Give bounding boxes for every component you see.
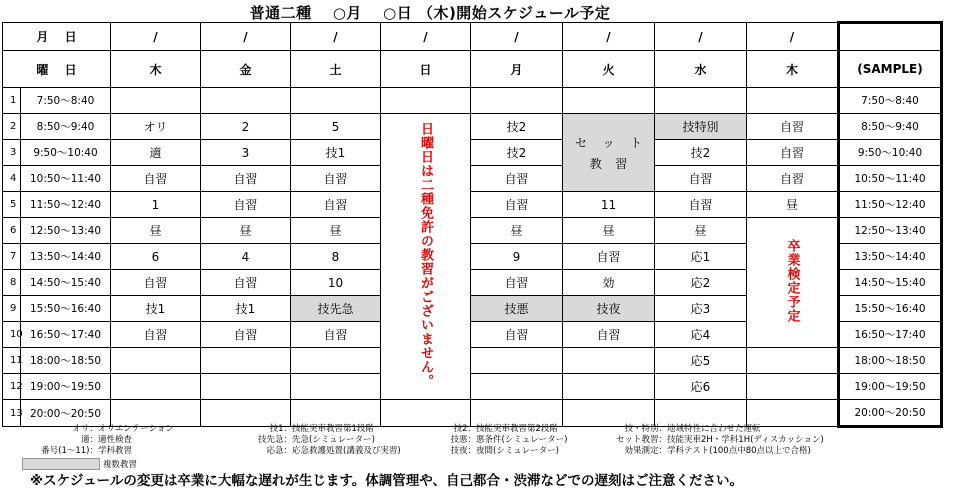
table-row bbox=[3, 166, 942, 192]
sample-time: 8:50～9:40 bbox=[839, 114, 942, 140]
schedule-cell[interactable]: 自習 bbox=[111, 322, 201, 348]
schedule-cell[interactable]: 自習 bbox=[291, 192, 381, 218]
schedule-cell[interactable]: 技1 bbox=[111, 296, 201, 322]
weekday-cell: 金 bbox=[201, 51, 291, 88]
schedule-cell[interactable]: 応4 bbox=[655, 322, 747, 348]
date-cell[interactable]: / bbox=[747, 23, 839, 51]
sample-time: 19:00～19:50 bbox=[839, 374, 942, 400]
schedule-cell[interactable]: 5 bbox=[291, 114, 381, 140]
period-number: 4 bbox=[3, 166, 21, 192]
legend-item: セット教習：技能実車2H・学科1H(ディスカッション) bbox=[615, 435, 824, 445]
period-time: 10:50～11:40 bbox=[21, 166, 111, 192]
schedule-cell[interactable] bbox=[471, 374, 563, 400]
weekday-cell: 月 bbox=[471, 51, 563, 88]
legend-item: 技・特別：地域特性に合わせた運転 bbox=[624, 424, 761, 434]
legend-item: 技1：技能実車教習第1段階 bbox=[269, 424, 374, 434]
period-time: 8:50～9:40 bbox=[21, 114, 111, 140]
table-row bbox=[3, 374, 942, 400]
schedule-cell[interactable]: 技悪 bbox=[471, 296, 563, 322]
sample-time: 12:50～13:40 bbox=[839, 218, 942, 244]
sample-time: 20:00～20:50 bbox=[839, 400, 942, 427]
weekday-cell: 木 bbox=[747, 51, 839, 88]
schedule-cell[interactable] bbox=[563, 88, 655, 114]
schedule-cell[interactable]: 自習 bbox=[201, 270, 291, 296]
schedule-cell[interactable]: 自習 bbox=[471, 166, 563, 192]
schedule-cell[interactable]: 昼 bbox=[201, 218, 291, 244]
schedule-cell[interactable]: 自習 bbox=[201, 166, 291, 192]
schedule-cell[interactable]: 適 bbox=[111, 140, 201, 166]
schedule-cell[interactable]: 1 bbox=[111, 192, 201, 218]
date-row bbox=[3, 23, 942, 51]
schedule-cell[interactable]: 応3 bbox=[655, 296, 747, 322]
weekday-cell: 火 bbox=[563, 51, 655, 88]
period-number: 3 bbox=[3, 140, 21, 166]
schedule-cell[interactable]: 3 bbox=[201, 140, 291, 166]
schedule-cell[interactable] bbox=[563, 348, 655, 374]
schedule-cell[interactable] bbox=[747, 374, 839, 400]
set-lesson-block[interactable]: セ ッ ト 教 習 bbox=[563, 114, 655, 192]
schedule-cell[interactable]: 8 bbox=[291, 244, 381, 270]
table-row bbox=[3, 88, 942, 114]
schedule-cell[interactable]: 2 bbox=[201, 114, 291, 140]
table-row bbox=[3, 114, 942, 140]
weekday-cell: 土 bbox=[291, 51, 381, 88]
table-row bbox=[3, 348, 942, 374]
schedule-cell[interactable]: 11 bbox=[563, 192, 655, 218]
schedule-cell[interactable]: 自習 bbox=[291, 166, 381, 192]
period-time: 9:50～10:40 bbox=[21, 140, 111, 166]
legend-item: 効果測定：学科テスト(100点中80点以上で合格) bbox=[624, 446, 811, 456]
sample-time: 15:50～16:40 bbox=[839, 296, 942, 322]
schedule-cell[interactable]: 技特別 bbox=[655, 114, 747, 140]
sample-time: 9:50～10:40 bbox=[839, 140, 942, 166]
schedule-cell[interactable]: 自習 bbox=[563, 244, 655, 270]
schedule-cell[interactable]: 技先急 bbox=[291, 296, 381, 322]
graduation-exam-note: 卒業検定予定 bbox=[747, 218, 839, 348]
schedule-cell[interactable] bbox=[655, 88, 747, 114]
period-time: 15:50～16:40 bbox=[21, 296, 111, 322]
sunday-closed-note: 日曜日は二種免許の教習がございません。 bbox=[381, 114, 471, 400]
schedule-cell[interactable]: 技1 bbox=[201, 296, 291, 322]
period-number: 8 bbox=[3, 270, 21, 296]
schedule-cell[interactable]: 自習 bbox=[291, 322, 381, 348]
legend-item: 技悪：悪条件(シミュレーター) bbox=[450, 435, 568, 445]
schedule-cell[interactable]: 自習 bbox=[471, 192, 563, 218]
schedule-cell[interactable] bbox=[291, 88, 381, 114]
schedule-table bbox=[2, 21, 943, 428]
sample-date-cell bbox=[839, 23, 942, 51]
schedule-cell[interactable]: 自習 bbox=[471, 322, 563, 348]
schedule-cell[interactable]: 9 bbox=[471, 244, 563, 270]
date-cell[interactable]: / bbox=[563, 23, 655, 51]
schedule-cell[interactable]: 効 bbox=[563, 270, 655, 296]
period-time: 19:00～19:50 bbox=[21, 374, 111, 400]
period-number: 11 bbox=[3, 348, 21, 374]
schedule-cell[interactable]: 技夜 bbox=[563, 296, 655, 322]
sample-time: 18:00～18:50 bbox=[839, 348, 942, 374]
legend-item: 技2：技能実車教習第2段階 bbox=[453, 424, 558, 434]
schedule-cell[interactable] bbox=[471, 88, 563, 114]
page-title: 普通二種 ○月 ○日 （木)開始スケジュール予定 bbox=[249, 4, 611, 22]
weekday-cell: 水 bbox=[655, 51, 747, 88]
period-time: 18:00～18:50 bbox=[21, 348, 111, 374]
period-time: 16:50～17:40 bbox=[21, 322, 111, 348]
schedule-cell[interactable]: 昼 bbox=[747, 192, 839, 218]
weekday-cell: 日 bbox=[381, 51, 471, 88]
schedule-cell[interactable]: オリ bbox=[111, 114, 201, 140]
date-cell[interactable]: / bbox=[381, 23, 471, 51]
schedule-cell[interactable]: 10 bbox=[291, 270, 381, 296]
table-row bbox=[3, 140, 942, 166]
schedule-cell[interactable]: 自習 bbox=[655, 192, 747, 218]
schedule-cell[interactable] bbox=[201, 348, 291, 374]
sample-time: 11:50～12:40 bbox=[839, 192, 942, 218]
period-number: 13 bbox=[3, 400, 21, 427]
period-number: 6 bbox=[3, 218, 21, 244]
legend-item: 適：適性検査 bbox=[80, 435, 133, 445]
period-number: 12 bbox=[3, 374, 21, 400]
schedule-cell[interactable]: 昼 bbox=[563, 218, 655, 244]
gray-swatch-label: 複数教習 bbox=[103, 460, 138, 470]
schedule-cell[interactable] bbox=[111, 348, 201, 374]
schedule-cell[interactable]: 技1 bbox=[291, 140, 381, 166]
weekday-cell: 木 bbox=[111, 51, 201, 88]
legend-item: 番号(1～11)：学科教習 bbox=[41, 446, 133, 456]
schedule-cell[interactable]: 自習 bbox=[655, 166, 747, 192]
date-label: 月 日 bbox=[3, 23, 111, 51]
schedule-cell[interactable] bbox=[111, 88, 201, 114]
schedule-cell[interactable]: 自習 bbox=[563, 322, 655, 348]
legend-item: オリ：オリエンテーション bbox=[72, 424, 174, 434]
period-number: 10 bbox=[3, 322, 21, 348]
legend-item: 技夜：夜間(シミュレーター) bbox=[450, 446, 559, 456]
legend-item: 技先急：先急(シミュレーター) bbox=[257, 435, 375, 445]
schedule-cell[interactable]: 自習 bbox=[747, 166, 839, 192]
period-number: 2 bbox=[3, 114, 21, 140]
schedule-cell[interactable]: 技2 bbox=[471, 114, 563, 140]
schedule-cell[interactable] bbox=[201, 88, 291, 114]
sample-time: 14:50～15:40 bbox=[839, 270, 942, 296]
schedule-cell[interactable] bbox=[201, 374, 291, 400]
weekday-row bbox=[3, 51, 942, 88]
legend-item: 応急：応急救護処置(講義及び実習) bbox=[266, 446, 401, 456]
period-time: 7:50～8:40 bbox=[21, 88, 111, 114]
sample-time: 13:50～14:40 bbox=[839, 244, 942, 270]
schedule-cell[interactable] bbox=[563, 374, 655, 400]
schedule-cell[interactable]: 自習 bbox=[111, 270, 201, 296]
period-time: 11:50～12:40 bbox=[21, 192, 111, 218]
schedule-cell[interactable]: 応6 bbox=[655, 374, 747, 400]
period-number: 5 bbox=[3, 192, 21, 218]
date-cell[interactable]: / bbox=[111, 23, 201, 51]
period-time: 13:50～14:40 bbox=[21, 244, 111, 270]
schedule-cell[interactable]: 自習 bbox=[471, 270, 563, 296]
schedule-cell[interactable] bbox=[471, 348, 563, 374]
schedule-cell[interactable]: 技2 bbox=[471, 140, 563, 166]
sample-time: 10:50～11:40 bbox=[839, 166, 942, 192]
table-row bbox=[3, 218, 942, 244]
schedule-cell[interactable]: 自習 bbox=[201, 192, 291, 218]
schedule-cell[interactable]: 昼 bbox=[291, 218, 381, 244]
period-number: 9 bbox=[3, 296, 21, 322]
schedule-cell[interactable]: 自習 bbox=[111, 166, 201, 192]
sample-header: (SAMPLE) bbox=[839, 51, 942, 88]
table-row bbox=[3, 192, 942, 218]
schedule-cell[interactable]: 応5 bbox=[655, 348, 747, 374]
date-cell[interactable]: / bbox=[201, 23, 291, 51]
date-cell[interactable]: / bbox=[655, 23, 747, 51]
schedule-cell[interactable]: 応2 bbox=[655, 270, 747, 296]
schedule-cell[interactable]: 昼 bbox=[471, 218, 563, 244]
sample-time: 16:50～17:40 bbox=[839, 322, 942, 348]
sample-time: 7:50～8:40 bbox=[839, 88, 942, 114]
schedule-cell[interactable] bbox=[291, 348, 381, 374]
schedule-cell[interactable]: 自習 bbox=[747, 140, 839, 166]
schedule-cell[interactable]: 4 bbox=[201, 244, 291, 270]
schedule-cell[interactable] bbox=[291, 374, 381, 400]
legend bbox=[0, 421, 960, 461]
schedule-cell[interactable]: 自習 bbox=[201, 322, 291, 348]
schedule-cell[interactable] bbox=[381, 88, 471, 114]
date-cell[interactable]: / bbox=[291, 23, 381, 51]
notice-text: ※スケジュールの変更は卒業に大幅な遅れが生じます。体調管理や、自己都合・渋滞などでの遅刻はご注意ください。 bbox=[30, 473, 743, 489]
schedule-cell[interactable] bbox=[747, 348, 839, 374]
period-time: 20:00～20:50 bbox=[21, 400, 111, 427]
date-cell[interactable]: / bbox=[471, 23, 563, 51]
period-number: 1 bbox=[3, 88, 21, 114]
schedule-cell[interactable]: 6 bbox=[111, 244, 201, 270]
period-time: 12:50～13:40 bbox=[21, 218, 111, 244]
schedule-cell[interactable]: 自習 bbox=[747, 114, 839, 140]
period-number: 7 bbox=[3, 244, 21, 270]
schedule-cell[interactable]: 昼 bbox=[111, 218, 201, 244]
period-time: 14:50～15:40 bbox=[21, 270, 111, 296]
schedule-cell[interactable]: 昼 bbox=[655, 218, 747, 244]
schedule-cell[interactable]: 技2 bbox=[655, 140, 747, 166]
weekday-label: 曜 日 bbox=[3, 51, 111, 88]
schedule-cell[interactable] bbox=[747, 88, 839, 114]
schedule-cell[interactable]: 応1 bbox=[655, 244, 747, 270]
schedule-cell[interactable] bbox=[111, 374, 201, 400]
